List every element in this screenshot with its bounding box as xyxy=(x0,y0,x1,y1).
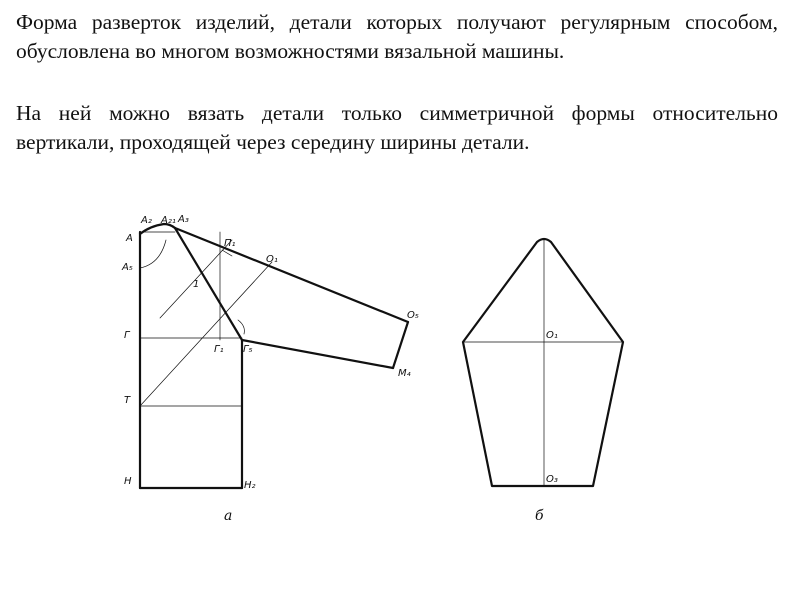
label-t: Т xyxy=(124,395,131,406)
intro-paragraph: Форма разверток изделий, детали которых получают регулярным способом, обусловлена во многом возможностями вязальной машины. xyxy=(16,10,778,63)
sleeve-top-line xyxy=(175,228,408,322)
label-o5: О₅ xyxy=(407,310,419,321)
caption-b: б xyxy=(535,508,544,524)
label-one: 1 xyxy=(193,279,200,290)
sleeve-underarm-line xyxy=(242,340,393,368)
label-g: Г xyxy=(124,330,130,341)
diagram-b-labels xyxy=(535,330,558,524)
label-p1: П₁ xyxy=(224,238,236,249)
label-b-o3: О₃ xyxy=(546,474,558,485)
symmetry-paragraph: На ней можно вязать детали только симметричной формы относительно вертикали, проходящей через середину ширины детали. xyxy=(16,101,778,154)
label-h: Н xyxy=(124,476,132,487)
label-g1: Г₁ xyxy=(214,344,224,355)
diagram-a-labels xyxy=(121,214,419,524)
sleeve-cuff-line xyxy=(393,322,408,368)
label-a2: А₂ xyxy=(141,215,152,226)
armhole-arc xyxy=(238,320,244,334)
label-o1: О₁ xyxy=(266,254,278,265)
caption-a: а xyxy=(224,508,233,524)
label-a3: А₃ xyxy=(178,214,189,225)
diagonal-guide-line xyxy=(140,262,272,406)
label-m4: М₄ xyxy=(398,368,411,379)
label-a21: А₂₁ xyxy=(161,215,176,226)
label-b-o1: О₁ xyxy=(546,330,558,341)
neck-curve xyxy=(140,240,166,268)
label-g5: Г₅ xyxy=(243,344,253,355)
piece-outline xyxy=(463,239,623,486)
label-h2: Н₂ xyxy=(244,480,256,491)
label-a: А xyxy=(126,233,133,244)
label-a5: А₅ xyxy=(122,262,133,273)
symmetric-piece-diagram xyxy=(463,239,623,486)
